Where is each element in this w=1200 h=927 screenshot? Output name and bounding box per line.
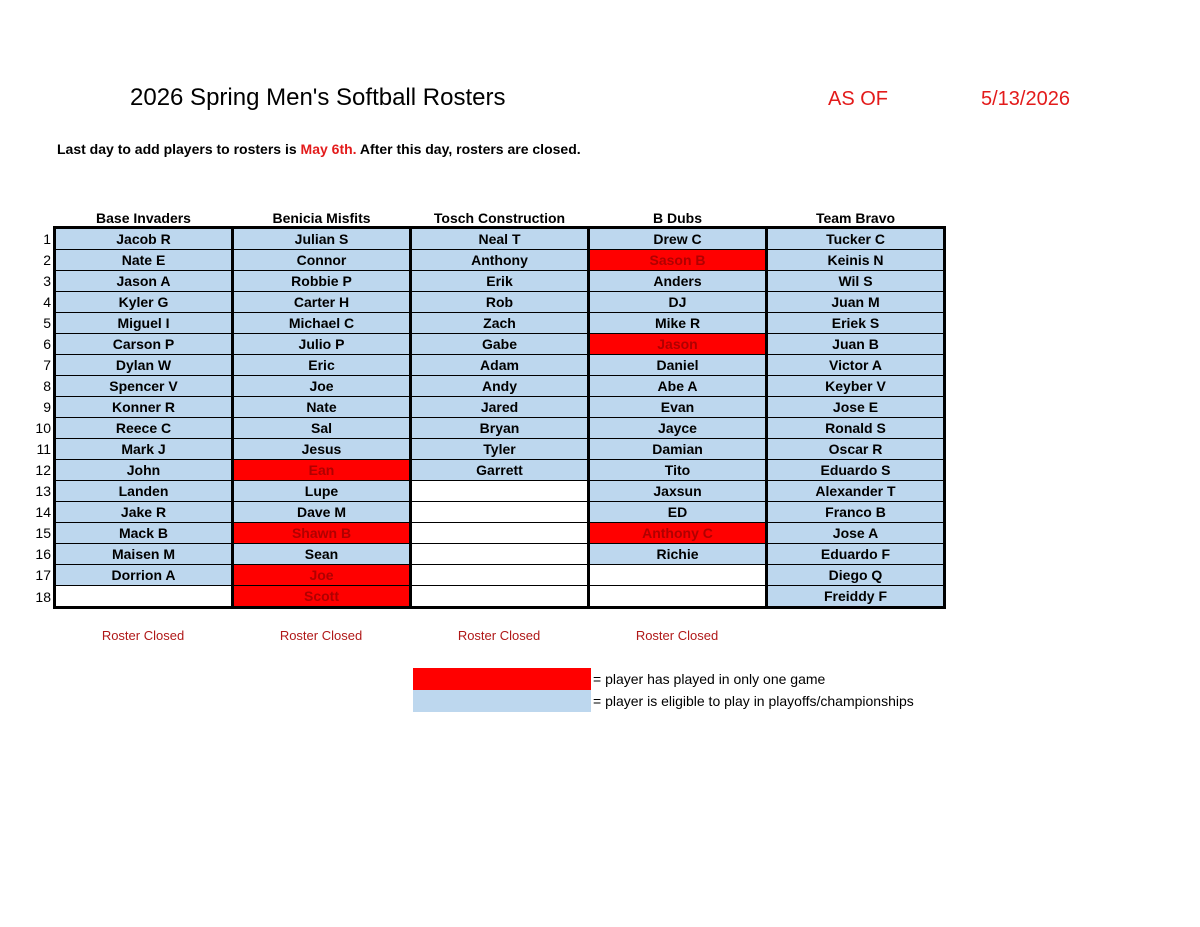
player-cell: Tucker C [767,228,945,250]
roster-row [27,334,945,355]
player-cell: Jake R [55,502,233,523]
player-cell: Mike R [589,313,767,334]
player-cell: Landen [55,481,233,502]
player-cell: Jacob R [55,228,233,250]
player-cell: Juan M [767,292,945,313]
roster-row [27,418,945,439]
player-cell: Gabe [411,334,589,355]
player-cell: Shawn B [233,523,411,544]
player-cell: Anthony [411,250,589,271]
roster-row [27,460,945,481]
player-cell: Ean [233,460,411,481]
player-cell: Jose E [767,397,945,418]
roster-closed-label: Roster Closed [635,628,719,643]
roster-row [27,565,945,586]
player-cell: Sason B [589,250,767,271]
roster-deadline-notice [57,141,581,157]
player-cell: Erik [411,271,589,292]
player-cell: Connor [233,250,411,271]
player-cell: Adam [411,355,589,376]
player-cell: Mark J [55,439,233,460]
player-cell: Evan [589,397,767,418]
player-cell: Nate E [55,250,233,271]
player-cell: Jesus [233,439,411,460]
player-cell: Jared [411,397,589,418]
player-cell: Keyber V [767,376,945,397]
roster-row [27,271,945,292]
player-cell: DJ [589,292,767,313]
player-cell: Nate [233,397,411,418]
player-cell: Eduardo F [767,544,945,565]
player-cell: Richie [589,544,767,565]
player-cell: Joe [233,376,411,397]
page-title: 2026 Spring Men's Softball Rosters [130,84,506,111]
player-cell: Jason A [55,271,233,292]
player-cell: Joe [233,565,411,586]
player-cell [55,586,233,608]
player-cell: Keinis N [767,250,945,271]
roster-row [27,544,945,565]
row-number: 15 [35,525,51,541]
team-header: Tosch Construction [433,210,566,226]
player-cell: Michael C [233,313,411,334]
player-cell: Jayce [589,418,767,439]
player-cell: Freiddy F [767,586,945,608]
player-cell: Maisen M [55,544,233,565]
notice-text-before: Last day to add players to rosters is [57,141,301,157]
row-number: 6 [43,336,51,352]
player-cell: Carter H [233,292,411,313]
row-number: 14 [35,504,51,520]
player-cell: Konner R [55,397,233,418]
player-cell: Dorrion A [55,565,233,586]
roster-row [27,313,945,334]
player-cell: Ronald S [767,418,945,439]
as-of-label: AS OF [828,88,889,110]
legend-eligible-text: = player is eligible to play in playoffs/championships [593,693,914,709]
legend [413,668,914,712]
row-number: 3 [43,273,51,289]
roster-table [27,204,946,609]
player-cell [411,544,589,565]
as-of-date: 5/13/2026 [981,88,1070,110]
row-number: 1 [43,230,51,247]
legend-one-game [413,668,914,690]
notice-deadline-date: May 6th. [300,141,357,157]
roster-closed-row [54,628,944,643]
player-cell: Scott [233,586,411,608]
player-cell: Abe A [589,376,767,397]
roster-row [27,228,945,250]
player-cell: Tito [589,460,767,481]
player-cell: Wil S [767,271,945,292]
player-cell: Drew C [589,228,767,250]
roster-row [27,523,945,544]
player-cell: Eduardo S [767,460,945,481]
team-header: B Dubs [653,210,702,226]
row-number: 17 [35,567,51,583]
roster-row [27,502,945,523]
row-number-header [27,204,55,228]
row-number: 10 [35,420,51,436]
player-cell: Victor A [767,355,945,376]
roster-row [27,292,945,313]
player-cell: Reece C [55,418,233,439]
player-cell: ED [589,502,767,523]
row-number: 9 [43,399,51,415]
roster-closed-label: Roster Closed [279,628,363,643]
legend-one-game-text: = player has played in only one game [593,671,826,687]
player-cell [411,502,589,523]
player-cell: Diego Q [767,565,945,586]
team-header: Benicia Misfits [272,210,371,226]
player-cell [411,523,589,544]
roster-closed-label: Roster Closed [101,628,185,643]
player-cell: Sean [233,544,411,565]
player-cell: Anthony C [589,523,767,544]
team-header: Base Invaders [96,210,191,226]
notice-text-after: After this day, rosters are closed. [356,141,581,157]
team-header: Team Bravo [815,210,896,226]
player-cell: Eriek S [767,313,945,334]
player-cell [589,565,767,586]
player-cell: Mack B [55,523,233,544]
roster-row [27,250,945,271]
player-cell: Zach [411,313,589,334]
player-cell: Daniel [589,355,767,376]
player-cell: Juan B [767,334,945,355]
player-cell: Julio P [233,334,411,355]
player-cell: Tyler [411,439,589,460]
player-cell: Sal [233,418,411,439]
roster-row [27,586,945,608]
player-cell: Jaxsun [589,481,767,502]
row-number: 18 [35,588,51,605]
player-cell: Carson P [55,334,233,355]
player-cell: Garrett [411,460,589,481]
player-cell: Jose A [767,523,945,544]
roster-row [27,376,945,397]
player-cell: Franco B [767,502,945,523]
player-cell: Lupe [233,481,411,502]
player-cell: Dylan W [55,355,233,376]
row-number: 2 [43,252,51,268]
roster-row [27,397,945,418]
row-number: 12 [35,462,51,478]
player-cell: Damian [589,439,767,460]
legend-eligible [413,690,914,712]
player-cell: Spencer V [55,376,233,397]
roster-closed-label: Roster Closed [457,628,541,643]
roster-row [27,439,945,460]
player-cell: Oscar R [767,439,945,460]
row-number: 5 [43,315,51,331]
row-number: 7 [43,357,51,373]
player-cell: Eric [233,355,411,376]
row-number: 13 [35,483,51,499]
roster-row [27,481,945,502]
legend-swatch-blue [413,690,591,712]
player-cell [411,481,589,502]
player-cell: Bryan [411,418,589,439]
player-cell: Kyler G [55,292,233,313]
player-cell: Dave M [233,502,411,523]
player-cell [411,565,589,586]
row-number: 4 [43,294,51,310]
player-cell: Andy [411,376,589,397]
player-cell: Anders [589,271,767,292]
row-number: 16 [35,546,51,562]
player-cell: Jason [589,334,767,355]
player-cell: Julian S [233,228,411,250]
roster-row [27,355,945,376]
player-cell: Robbie P [233,271,411,292]
legend-swatch-red [413,668,591,690]
player-cell: Alexander T [767,481,945,502]
row-number: 8 [43,378,51,394]
team-header-row [27,204,945,228]
player-cell: Miguel I [55,313,233,334]
roster-body [27,228,945,608]
row-number: 11 [36,441,51,457]
player-cell [589,586,767,608]
player-cell: Rob [411,292,589,313]
roster-closed-label [766,628,944,643]
player-cell: John [55,460,233,481]
player-cell: Neal T [411,228,589,250]
player-cell [411,586,589,608]
